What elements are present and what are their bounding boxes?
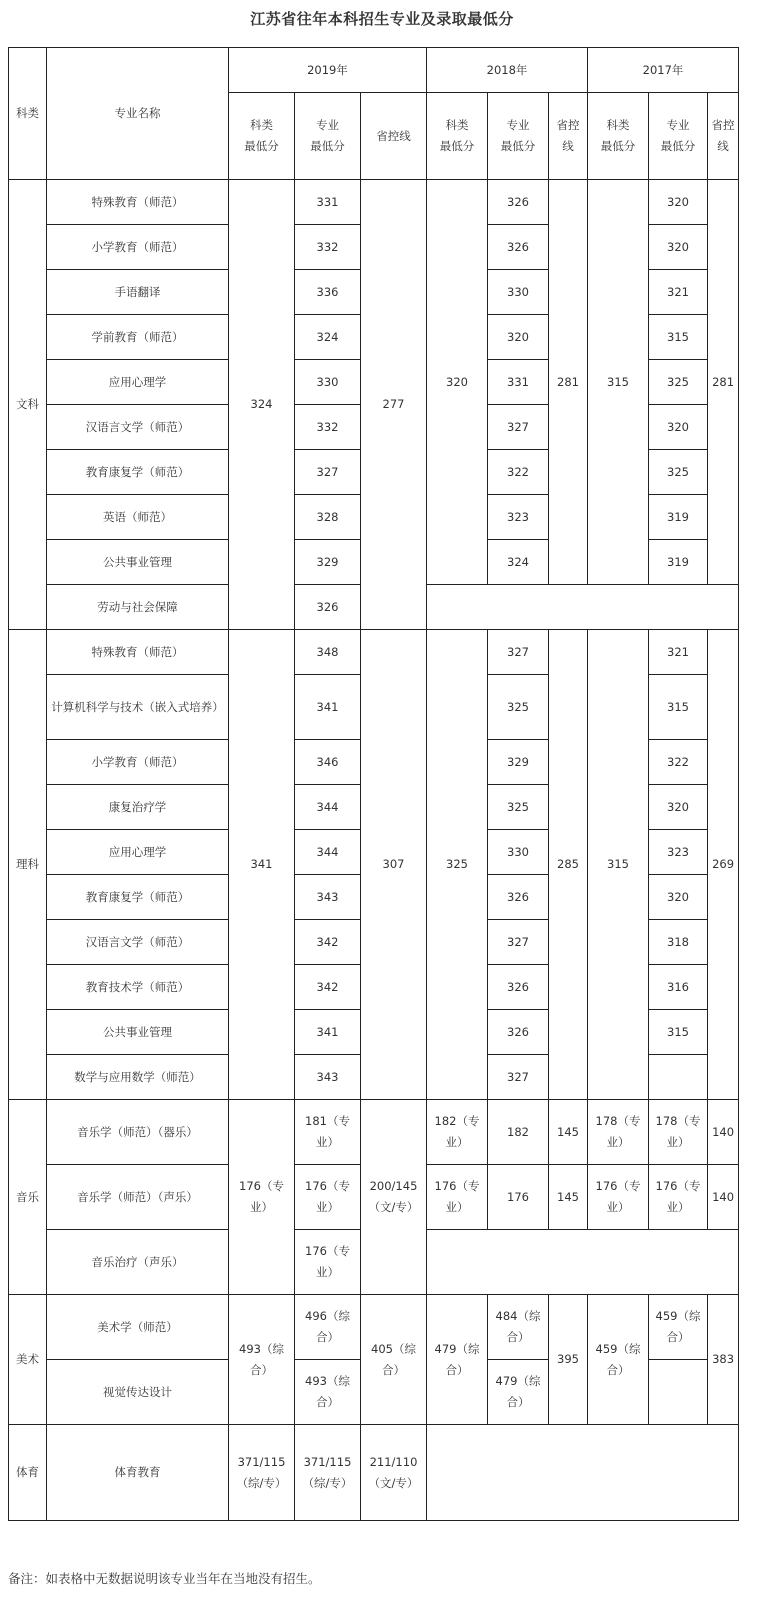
header-major: 专业名称 <box>47 48 229 180</box>
major-min-2017: 320 <box>649 180 708 225</box>
category-label: 美术 <box>9 1295 47 1425</box>
major-min-2019: 330 <box>295 360 361 405</box>
header-2017-major-min: 专业 最低分 <box>649 93 708 180</box>
major-min-2019: 343 <box>295 1055 361 1100</box>
major-min-2019: 327 <box>295 450 361 495</box>
major-min-2018: 330 <box>488 270 549 315</box>
empty-cell <box>427 585 739 630</box>
header-year-2017: 2017年 <box>588 48 739 93</box>
major-min-2019: 341 <box>295 675 361 740</box>
major-min-2017 <box>649 1360 708 1425</box>
major-min-2018: 323 <box>488 495 549 540</box>
major-min-2018: 479（综合） <box>488 1360 549 1425</box>
major-min-2019: 176（专业） <box>295 1230 361 1295</box>
major-min-2019: 332 <box>295 405 361 450</box>
cat-min-2018: 176（专业） <box>427 1165 488 1230</box>
major-min-2017: 321 <box>649 270 708 315</box>
major-min-2019: 343 <box>295 875 361 920</box>
major-min-2019: 348 <box>295 630 361 675</box>
major-min-2018: 327 <box>488 630 549 675</box>
major-min-2017: 315 <box>649 315 708 360</box>
major-min-2019: 346 <box>295 740 361 785</box>
page-title: 江苏省往年本科招生专业及录取最低分 <box>250 10 514 28</box>
cat-min-2017: 315 <box>588 180 649 585</box>
major-min-2019: 493（综合） <box>295 1360 361 1425</box>
major-min-2019: 328 <box>295 495 361 540</box>
major-name: 劳动与社会保障 <box>47 585 229 630</box>
control-line-2019: 277 <box>361 180 427 630</box>
major-min-2019: 329 <box>295 540 361 585</box>
major-min-2017: 319 <box>649 540 708 585</box>
header-2019-category-min: 科类 最低分 <box>229 93 295 180</box>
major-min-2017: 320 <box>649 225 708 270</box>
major-min-2018: 325 <box>488 675 549 740</box>
major-min-2019: 326 <box>295 585 361 630</box>
control-line-2017: 269 <box>708 630 739 1100</box>
major-min-2019: 342 <box>295 965 361 1010</box>
major-min-2018: 326 <box>488 225 549 270</box>
admission-score-table <box>8 47 739 1521</box>
major-min-2018: 329 <box>488 740 549 785</box>
cat-min-2018: 479（综合） <box>427 1295 488 1425</box>
major-min-2017: 320 <box>649 875 708 920</box>
major-min-2017: 318 <box>649 920 708 965</box>
table-row <box>9 1425 739 1521</box>
cat-min-2017: 315 <box>588 630 649 1100</box>
major-min-2019: 371/115 （综/专） <box>295 1425 361 1521</box>
major-name: 美术学（师范） <box>47 1295 229 1360</box>
major-min-2017: 323 <box>649 830 708 875</box>
control-line-2017: 140 <box>708 1165 739 1230</box>
major-name: 音乐学（师范）（声乐） <box>47 1165 229 1230</box>
control-line-2018: 285 <box>549 630 588 1100</box>
major-min-2018: 322 <box>488 450 549 495</box>
major-min-2018: 327 <box>488 405 549 450</box>
major-min-2017: 321 <box>649 630 708 675</box>
major-min-2018: 176 <box>488 1165 549 1230</box>
control-line-2017: 281 <box>708 180 739 585</box>
major-min-2019: 342 <box>295 920 361 965</box>
major-min-2019: 336 <box>295 270 361 315</box>
major-min-2017: 325 <box>649 450 708 495</box>
major-name: 视觉传达设计 <box>47 1360 229 1425</box>
major-min-2018: 325 <box>488 785 549 830</box>
category-label: 文科 <box>9 180 47 630</box>
major-name: 教育康复学（师范） <box>47 875 229 920</box>
major-name: 数学与应用数学（师范） <box>47 1055 229 1100</box>
major-min-2017: 176（专业） <box>649 1165 708 1230</box>
control-line-2017: 140 <box>708 1100 739 1165</box>
major-min-2019: 324 <box>295 315 361 360</box>
major-name: 公共事业管理 <box>47 1010 229 1055</box>
major-min-2017: 315 <box>649 675 708 740</box>
table-row <box>9 630 739 675</box>
major-min-2019: 344 <box>295 830 361 875</box>
major-min-2017: 320 <box>649 405 708 450</box>
major-name: 学前教育（师范） <box>47 315 229 360</box>
control-line-2019: 211/110 （文/专） <box>361 1425 427 1521</box>
major-min-2018: 327 <box>488 920 549 965</box>
header-2018-category-min: 科类 最低分 <box>427 93 488 180</box>
major-min-2018: 327 <box>488 1055 549 1100</box>
major-min-2017: 325 <box>649 360 708 405</box>
control-line-2019: 200/145 （文/专） <box>361 1100 427 1295</box>
major-min-2018: 326 <box>488 1010 549 1055</box>
major-min-2019: 176（专业） <box>295 1165 361 1230</box>
major-name: 汉语言文学（师范） <box>47 405 229 450</box>
header-category: 科类 <box>9 48 47 180</box>
table-row <box>9 1295 739 1360</box>
major-min-2018: 326 <box>488 180 549 225</box>
control-line-2018: 145 <box>549 1100 588 1165</box>
cat-min-2019: 371/115 （综/专） <box>229 1425 295 1521</box>
major-min-2019: 344 <box>295 785 361 830</box>
header-year-2019: 2019年 <box>229 48 427 93</box>
major-min-2017: 459（综合） <box>649 1295 708 1360</box>
header-2019-control-line: 省控线 <box>361 93 427 180</box>
control-line-2019: 307 <box>361 630 427 1100</box>
major-min-2019: 496（综合） <box>295 1295 361 1360</box>
major-min-2019: 181（专业） <box>295 1100 361 1165</box>
major-min-2017: 178（专业） <box>649 1100 708 1165</box>
major-name: 小学教育（师范） <box>47 225 229 270</box>
major-min-2018: 182 <box>488 1100 549 1165</box>
header-2018-control-line: 省控 线 <box>549 93 588 180</box>
major-min-2018: 326 <box>488 875 549 920</box>
major-min-2018: 326 <box>488 965 549 1010</box>
major-min-2017: 315 <box>649 1010 708 1055</box>
major-min-2019: 332 <box>295 225 361 270</box>
major-min-2017: 322 <box>649 740 708 785</box>
header-2019-major-min: 专业 最低分 <box>295 93 361 180</box>
major-name: 音乐治疗（声乐） <box>47 1230 229 1295</box>
major-min-2017 <box>649 1055 708 1100</box>
major-min-2017: 316 <box>649 965 708 1010</box>
control-line-2018: 145 <box>549 1165 588 1230</box>
control-line-2017: 383 <box>708 1295 739 1425</box>
empty-cell <box>427 1425 739 1521</box>
cat-min-2019: 176（专业） <box>229 1100 295 1295</box>
control-line-2018: 281 <box>549 180 588 585</box>
major-name: 小学教育（师范） <box>47 740 229 785</box>
category-label: 理科 <box>9 630 47 1100</box>
cat-min-2017: 459（综合） <box>588 1295 649 1425</box>
major-min-2019: 341 <box>295 1010 361 1055</box>
cat-min-2019: 341 <box>229 630 295 1100</box>
major-min-2018: 324 <box>488 540 549 585</box>
major-name: 特殊教育（师范） <box>47 630 229 675</box>
major-name: 英语（师范） <box>47 495 229 540</box>
major-min-2018: 331 <box>488 360 549 405</box>
header-2018-major-min: 专业 最低分 <box>488 93 549 180</box>
major-name: 教育康复学（师范） <box>47 450 229 495</box>
control-line-2018: 395 <box>549 1295 588 1425</box>
major-min-2018: 330 <box>488 830 549 875</box>
major-name: 汉语言文学（师范） <box>47 920 229 965</box>
major-name: 特殊教育（师范） <box>47 180 229 225</box>
major-name: 公共事业管理 <box>47 540 229 585</box>
major-min-2018: 320 <box>488 315 549 360</box>
table-row <box>9 180 739 225</box>
empty-cell <box>427 1230 739 1295</box>
major-min-2017: 319 <box>649 495 708 540</box>
major-name: 康复治疗学 <box>47 785 229 830</box>
major-name: 应用心理学 <box>47 360 229 405</box>
cat-min-2019: 324 <box>229 180 295 630</box>
cat-min-2019: 493（综合） <box>229 1295 295 1425</box>
header-row-years <box>9 48 739 93</box>
major-min-2018: 484（综合） <box>488 1295 549 1360</box>
footnote: 备注：如表格中无数据说明该专业当年在当地没有招生。 <box>8 1571 321 1586</box>
major-min-2017: 320 <box>649 785 708 830</box>
major-name: 应用心理学 <box>47 830 229 875</box>
cat-min-2017: 178（专业） <box>588 1100 649 1165</box>
category-label: 体育 <box>9 1425 47 1521</box>
header-year-2018: 2018年 <box>427 48 588 93</box>
table-row <box>9 1100 739 1165</box>
control-line-2019: 405（综合） <box>361 1295 427 1425</box>
major-min-2019: 331 <box>295 180 361 225</box>
cat-min-2018: 325 <box>427 630 488 1100</box>
major-name: 体育教育 <box>47 1425 229 1521</box>
major-name: 音乐学（师范）（器乐） <box>47 1100 229 1165</box>
cat-min-2018: 182（专业） <box>427 1100 488 1165</box>
cat-min-2017: 176（专业） <box>588 1165 649 1230</box>
major-name: 教育技术学（师范） <box>47 965 229 1010</box>
cat-min-2018: 320 <box>427 180 488 585</box>
category-label: 音乐 <box>9 1100 47 1295</box>
major-name: 计算机科学与技术（嵌入式培养） <box>47 675 229 740</box>
header-2017-control-line: 省控 线 <box>708 93 739 180</box>
header-2017-category-min: 科类 最低分 <box>588 93 649 180</box>
major-name: 手语翻译 <box>47 270 229 315</box>
